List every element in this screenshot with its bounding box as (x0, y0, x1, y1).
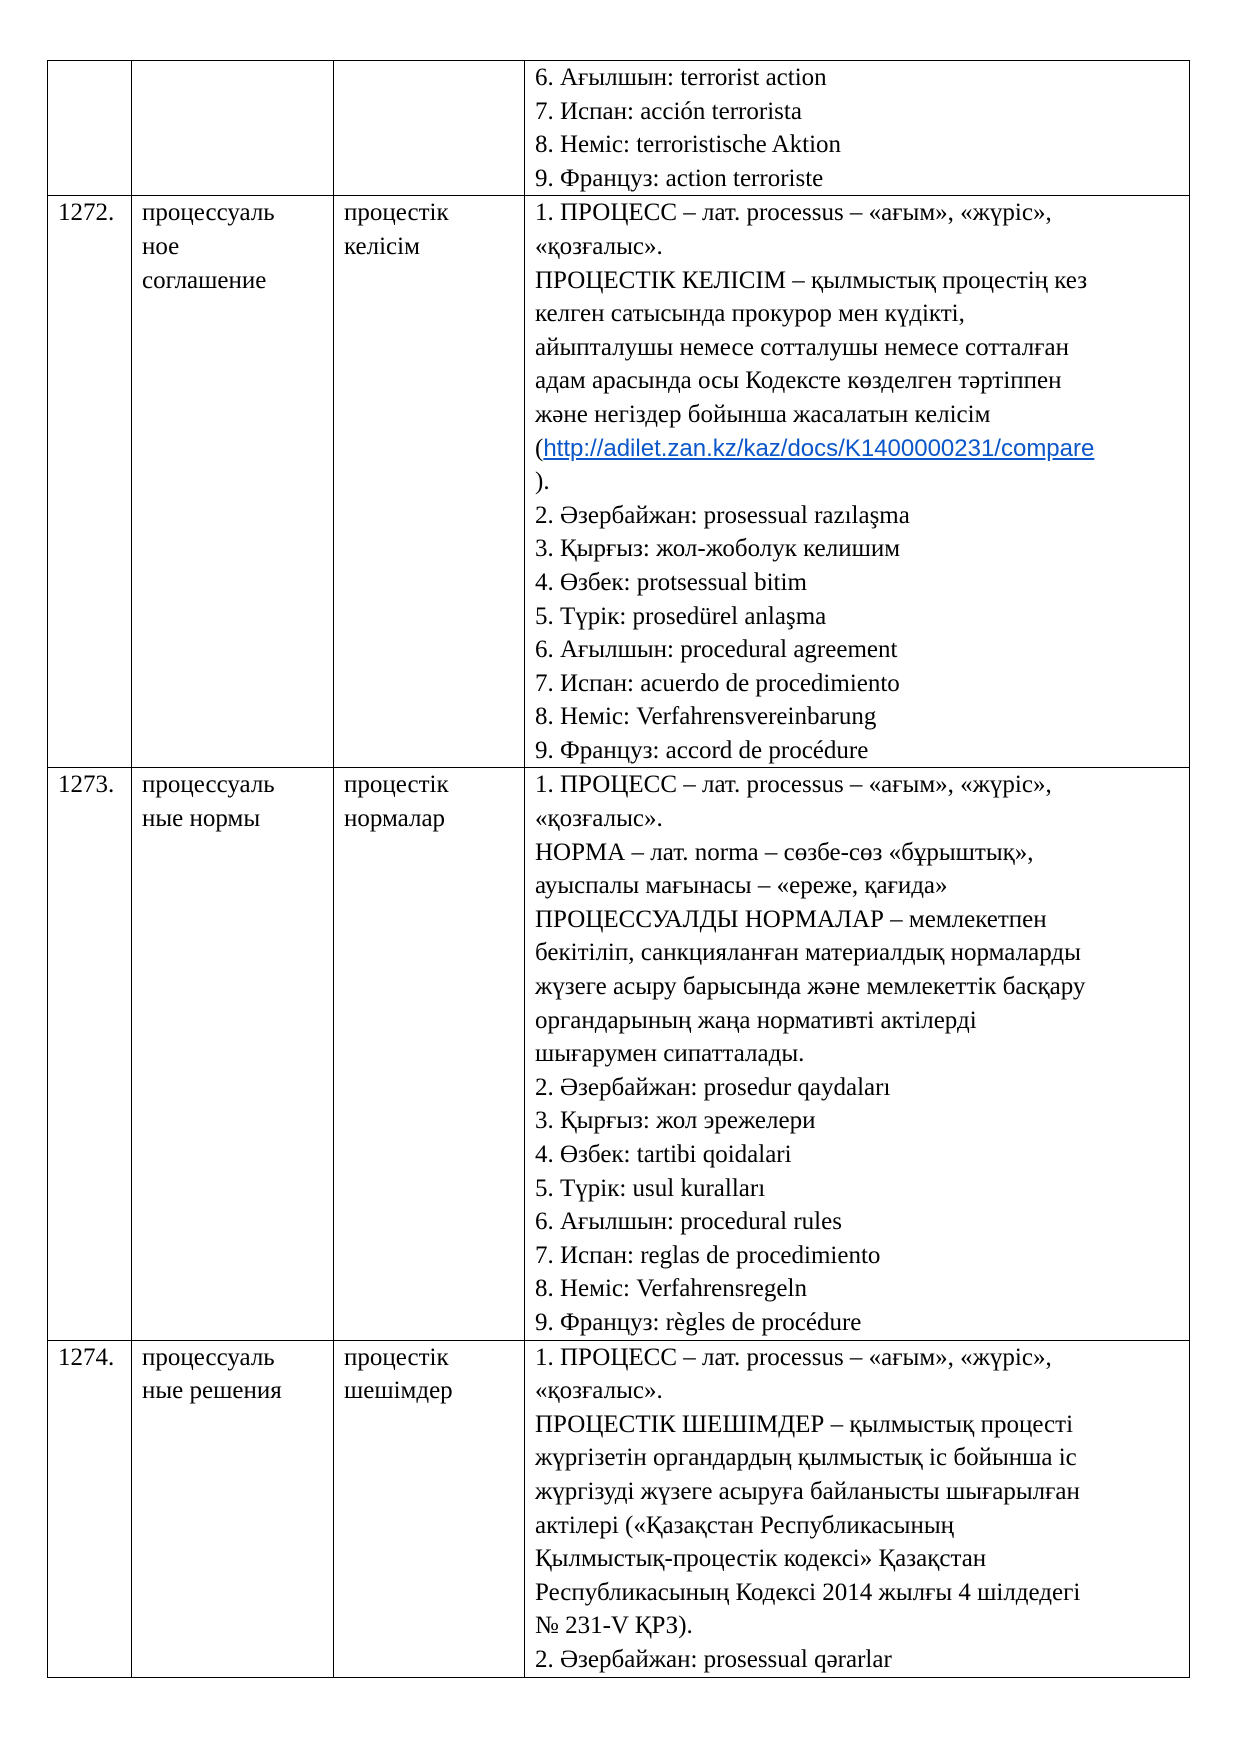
table-row (48, 61, 1190, 196)
description-line: 5. Түрік: prosedürel anlaşma (535, 602, 827, 630)
description-line: 6. Ағылшын: procedural agreement (535, 636, 898, 664)
description-line: № 231-V ҚРЗ). (535, 1612, 693, 1640)
description-line: айыпталушы немесе сотталушы немесе сотталған (535, 333, 1069, 361)
entry-number: 1272. (58, 199, 115, 227)
russian-term-line: ные нормы (142, 805, 261, 833)
description-line: 2. Әзербайжан: prosedur qaydaları (535, 1073, 891, 1101)
description-line: 7. Испан: reglas de procedimiento (535, 1241, 881, 1269)
russian-term-cell (132, 768, 334, 1340)
description-line: 9. Француз: règles de procédure (535, 1308, 862, 1336)
description-line: Республикасының Кодексі 2014 жылғы 4 шілдедегі (535, 1578, 1081, 1606)
russian-term-line: процессуаль (142, 771, 275, 799)
description-line: 1. ПРОЦЕСС – лат. processus – «ағым», «жүріс», (535, 771, 1052, 799)
description-line: 4. Өзбек: protsessual bitim (535, 568, 807, 596)
entry-number-cell (48, 1340, 132, 1677)
description-line: 8. Неміс: terroristische Aktion (535, 131, 842, 159)
description-cell (525, 1340, 1190, 1677)
description-line: ПРОЦЕСТІК КЕЛІСІМ – қылмыстық процестің кез (535, 266, 1088, 294)
description-line: жүргізуді жүзеге асыруға байланысты шығарылған (535, 1477, 1080, 1505)
link-paren-close: ). (535, 468, 550, 496)
description-line: 2. Әзербайжан: prosessual qərarlar (535, 1645, 892, 1673)
russian-term-cell (132, 196, 334, 768)
russian-term-cell (132, 1340, 334, 1677)
description-cell (525, 768, 1190, 1340)
description-line: және негіздер бойынша жасалатын келісім (535, 400, 991, 428)
description-line: органдарының жаңа нормативті актілерді (535, 1006, 977, 1034)
description-line: актілері («Қазақстан Республикасының (535, 1511, 955, 1539)
description-line: 4. Өзбек: tartibi qoidalari (535, 1141, 792, 1168)
description-line: 3. Қырғыз: жол эрежелери (535, 1107, 816, 1135)
kazakh-term-cell (334, 196, 525, 768)
link-paren-open: ( (535, 434, 544, 462)
description-line: 8. Неміс: Verfahrensregeln (535, 1275, 807, 1303)
description-line: Қылмыстық-процестік кодексі» Қазақстан (535, 1545, 987, 1573)
kazakh-term-cell (334, 61, 525, 196)
description-line: шығарумен сипатталады. (535, 1040, 805, 1068)
description-line: 8. Неміс: Verfahrensvereinbarung (535, 703, 877, 731)
kazakh-term-line: процестік (344, 1343, 449, 1371)
description-line: 7. Испан: acuerdo de procedimiento (535, 669, 900, 697)
entry-number-cell (48, 768, 132, 1340)
entry-number-cell (48, 196, 132, 768)
russian-term-line: ные решения (142, 1377, 282, 1405)
description-line: ауыспалы мағынасы – «ереже, қағида» (535, 872, 948, 900)
description-line: ПРОЦЕСТІК ШЕШІМДЕР – қылмыстық процесті (535, 1410, 1074, 1438)
description-line: 2. Әзербайжан: prosessual razılaşma (535, 501, 910, 529)
description-line: «қозғалыс». (535, 805, 663, 833)
description-line: 9. Француз: action terroriste (535, 164, 824, 192)
table-row (48, 768, 1190, 1340)
kazakh-term-line: процестік (344, 771, 449, 799)
entry-number: 1273. (58, 771, 115, 799)
description-line: ПРОЦЕССУАЛДЫ НОРМАЛАР – мемлекетпен (535, 905, 1047, 933)
description-line: адам арасында осы Кодексте көзделген тәртіппен (535, 367, 1062, 395)
table-row (48, 1340, 1190, 1677)
source-link[interactable]: http://adilet.zan.kz/kaz/docs/K1400000231/compare (543, 434, 1095, 462)
russian-term-line: процессуаль (142, 199, 275, 227)
description-line: бекітіліп, санкцияланған материалдық нормаларды (535, 939, 1081, 967)
russian-term-line: ное (142, 232, 180, 260)
description-line: келген сатысында прокурор мен күдікті, (535, 300, 965, 328)
description-line: жүргізетін органдардың қылмыстық іс бойынша іс (535, 1444, 1077, 1472)
description-cell (525, 196, 1190, 768)
russian-term-line: процессуаль (142, 1343, 275, 1371)
kazakh-term-line: келісім (344, 232, 420, 260)
kazakh-term-line: нормалар (344, 805, 446, 833)
description-line: 6. Ағылшын: terrorist action (535, 64, 827, 91)
description-line: 5. Түрік: usul kuralları (535, 1174, 766, 1202)
source-link-line (535, 432, 1189, 466)
description-line: 9. Француз: accord de procédure (535, 736, 869, 764)
description-line: 3. Қырғыз: жол-жоболук келишим (535, 535, 901, 563)
kazakh-term-line: процестік (344, 199, 449, 227)
table-row (48, 196, 1190, 768)
entry-number-cell (48, 61, 132, 196)
description-line: «қозғалыс». (535, 1377, 663, 1405)
description-line: 1. ПРОЦЕСС – лат. processus – «ағым», «жүріс», (535, 199, 1052, 227)
russian-term-line: соглашение (142, 266, 267, 294)
russian-term-cell (132, 61, 334, 196)
kazakh-term-cell (334, 768, 525, 1340)
description-cell (525, 61, 1190, 196)
kazakh-term-cell (334, 1340, 525, 1677)
description-line: 6. Ағылшын: procedural rules (535, 1208, 842, 1236)
description-line: жүзеге асыру барысында және мемлекеттік басқару (535, 973, 1086, 1001)
description-line: 7. Испан: acción terrorista (535, 97, 802, 125)
glossary-table (47, 60, 1190, 1678)
description-line: «қозғалыс». (535, 232, 663, 260)
entry-number: 1274. (58, 1343, 115, 1371)
kazakh-term-line: шешімдер (344, 1377, 453, 1405)
description-line: 1. ПРОЦЕСС – лат. processus – «ағым», «жүріс», (535, 1343, 1052, 1371)
description-line: НОРМА – лат. norma – сөзбе-сөз «бұрыштық», (535, 838, 1034, 866)
